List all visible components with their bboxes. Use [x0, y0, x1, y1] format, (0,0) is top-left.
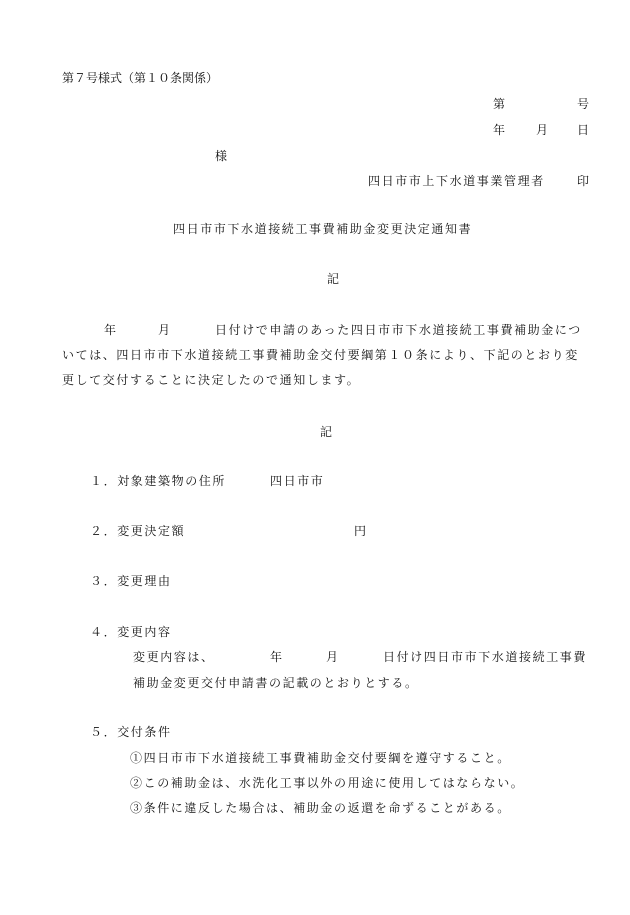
body-line-2: いては、四日市市下水道接続工事費補助金交付要綱第１０条により、下記のとおり変 — [62, 348, 579, 362]
condition-3: ③条件に違反した場合は、補助金の返還を命ずることがある。 — [130, 801, 511, 815]
item-4-prefix: 変更内容は、 — [133, 650, 215, 664]
item-1-label: １．対象建築物の住所 — [90, 474, 227, 488]
item-4-label: ４．変更内容 — [90, 625, 172, 639]
ki-heading-bottom: 記 — [320, 425, 333, 439]
form-identifier: 第７号様式（第１０条関係） — [62, 71, 219, 85]
date-month-label: 月 — [536, 123, 549, 137]
ki-heading-top: 記 — [327, 272, 340, 286]
item-3-label: ３．変更理由 — [90, 574, 172, 588]
item-4-month: 月 — [326, 650, 339, 664]
item-2-label: ２．変更決定額 — [90, 524, 186, 538]
body-line-1: 日付けで申請のあった四日市市下水道接続工事費補助金につ — [215, 323, 582, 337]
seal-mark: 印 — [577, 174, 590, 188]
issuer-name: 四日市市上下水道事業管理者 — [368, 174, 545, 188]
item-1-value: 四日市市 — [270, 474, 325, 488]
document-title: 四日市市下水道接続工事費補助金変更決定通知書 — [173, 222, 473, 236]
body-line-3: 更して交付することに決定したので通知します。 — [62, 373, 361, 387]
date-year-label: 年 — [493, 123, 506, 137]
item-4-line-2: 補助金変更交付申請書の記載のとおりとする。 — [133, 676, 419, 690]
body-date-month: 月 — [158, 323, 171, 337]
document-number-suffix: 号 — [577, 97, 590, 111]
date-day-label: 日 — [577, 123, 590, 137]
item-4-year: 年 — [270, 650, 283, 664]
item-5-label: ５．交付条件 — [90, 725, 172, 739]
body-date-year: 年 — [104, 323, 117, 337]
document-number-prefix: 第 — [493, 97, 506, 111]
item-4-rest: 日付け四日市市下水道接続工事費 — [383, 650, 588, 664]
condition-2: ②この補助金は、水洗化工事以外の用途に使用してはならない。 — [130, 776, 525, 790]
condition-1: ①四日市市下水道接続工事費補助金交付要綱を遵守すること。 — [130, 751, 511, 765]
item-2-unit: 円 — [354, 524, 367, 538]
addressee-honorific: 様 — [215, 149, 228, 163]
